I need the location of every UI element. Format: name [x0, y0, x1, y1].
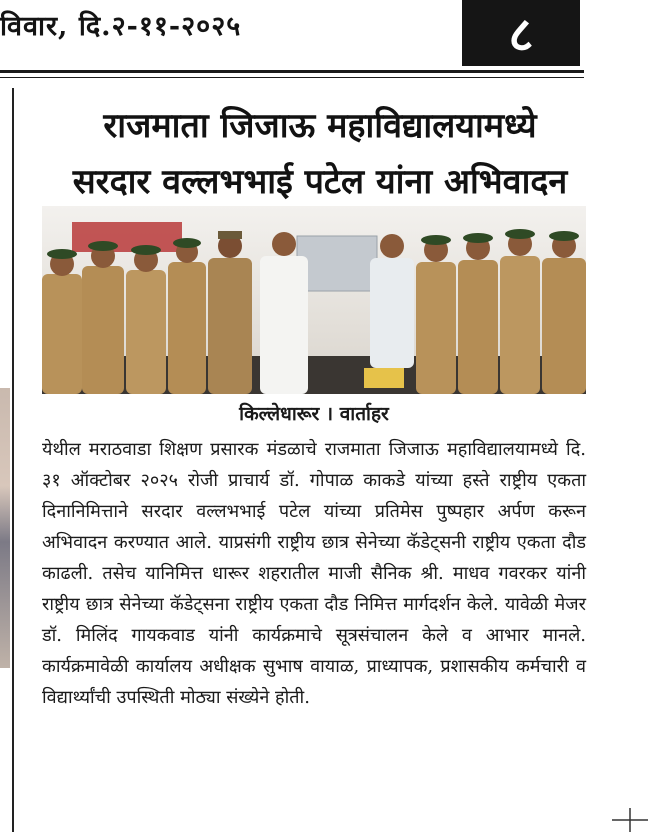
- top-rule: [0, 70, 584, 73]
- headline-line-2: सरदार वल्लभभाई पटेल यांना अभिवादन: [72, 162, 568, 202]
- banner-red: [72, 222, 182, 252]
- article-byline: किल्लेधारूर । वार्ताहर: [239, 403, 389, 425]
- gift-box: [364, 368, 404, 388]
- adjacent-photo-edge: [0, 388, 10, 668]
- crop-mark-icon: [612, 808, 648, 832]
- page-number: ८: [508, 6, 534, 63]
- screen-board: [297, 236, 377, 291]
- article-headline: [30, 98, 610, 210]
- person: [260, 232, 308, 394]
- top-rule-thin: [0, 77, 584, 78]
- article-body: येथील मराठवाडा शिक्षण प्रसारक मंडळाचे राजमाता जिजाऊ महाविद्यालयामध्ये दि. ३१ ऑक्टोबर २०२५ रोजी प्राचार्य डॉ. गोपाळ काकडे यांच्या हस्ते राष्ट्रीय एकता दिनानिमित्ताने सरदार वल्लभभाई पटेल यांच्या प्रतिमेस पुष्पहार अर्पण करून अभिवादन करण्यात आले. याप्रसंगी राष्ट्रीय छात्र सेनेच्या कॅडेट्सनी राष्ट्रीय एकता दौड काढली. तसेच यानिमित्त धारूर शहरातील माजी सैनिक श्री. माधव गवरकर यांनी राष्ट्रीय छात्र सेनेच्या कॅडेट्सना राष्ट्रीय एकता दौड निमित्त मार्गदर्शन केले. यावेळी मेजर डॉ. मिलिंद गायकवाड यांनी कार्यक्रमाचे सूत्रसंचालन केले व आभार मानले. कार्यक्रमावेळी कार्यालय अधीक्षक सुभाष वायाळ, प्राध्यापक, प्रशासकीय कर्मचारी व विद्यार्थ्यांची उपस्थिती मोठ्या संख्येने होती.: [42, 439, 586, 708]
- adjacent-column-edge: [0, 88, 14, 832]
- page-number-box: [462, 0, 580, 66]
- headline-line-1: राजमाता जिजाऊ महाविद्यालयामध्ये: [103, 106, 537, 146]
- article-photo: [42, 206, 586, 394]
- dateline: विवार, दि.२-११-२०२५: [0, 11, 242, 42]
- column-divider: [12, 88, 14, 832]
